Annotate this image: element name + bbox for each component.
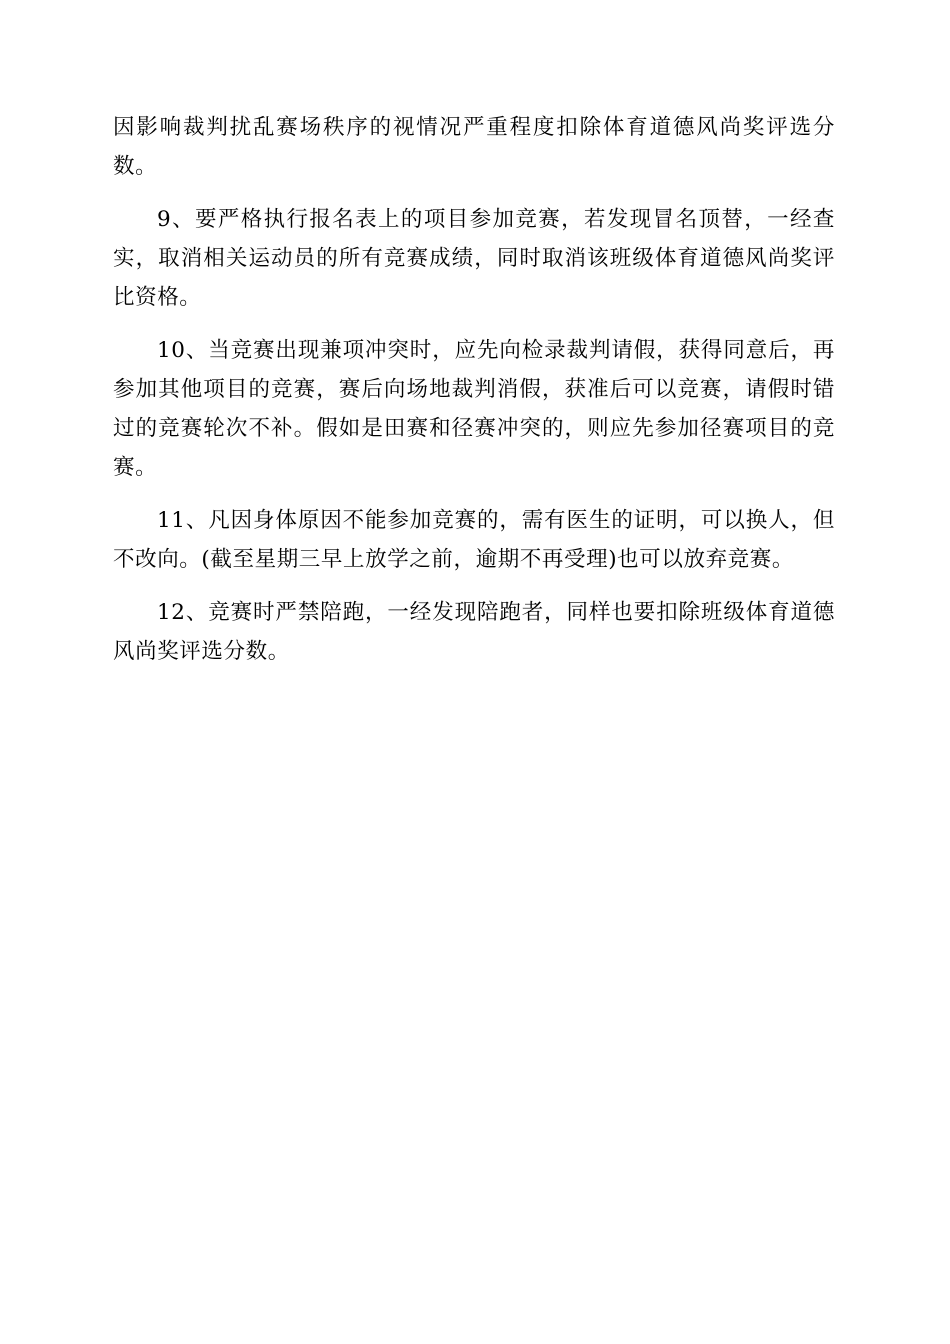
paragraph-rule-9: 9、要严格执行报名表上的项目参加竞赛，若发现冒名顶替，一经查实，取消相关运动员的所有竞赛成绩，同时取消该班级体育道德风尚奖评比资格。 [113,207,835,310]
paragraph-rule-11: 11、凡因身体原因不能参加竞赛的，需有医生的证明，可以换人，但不改向。(截至星期三早上放学之前，逾期不再受理)也可以放弃竞赛。 [113,508,835,572]
paragraph-continuation: 因影响裁判扰乱赛场秩序的视情况严重程度扣除体育道德风尚奖评选分数。 [113,115,835,179]
document-body [113,108,835,685]
paragraph-rule-10: 10、当竞赛出现兼项冲突时，应先向检录裁判请假，获得同意后，再参加其他项目的竞赛，赛后向场地裁判消假，获准后可以竞赛，请假时错过的竞赛轮次不补。假如是田赛和径赛冲突的，则应先参加径赛项目的竞赛。 [113,338,835,480]
paragraph-rule-12: 12、竞赛时严禁陪跑，一经发现陪跑者，同样也要扣除班级体育道德风尚奖评选分数。 [113,600,835,664]
